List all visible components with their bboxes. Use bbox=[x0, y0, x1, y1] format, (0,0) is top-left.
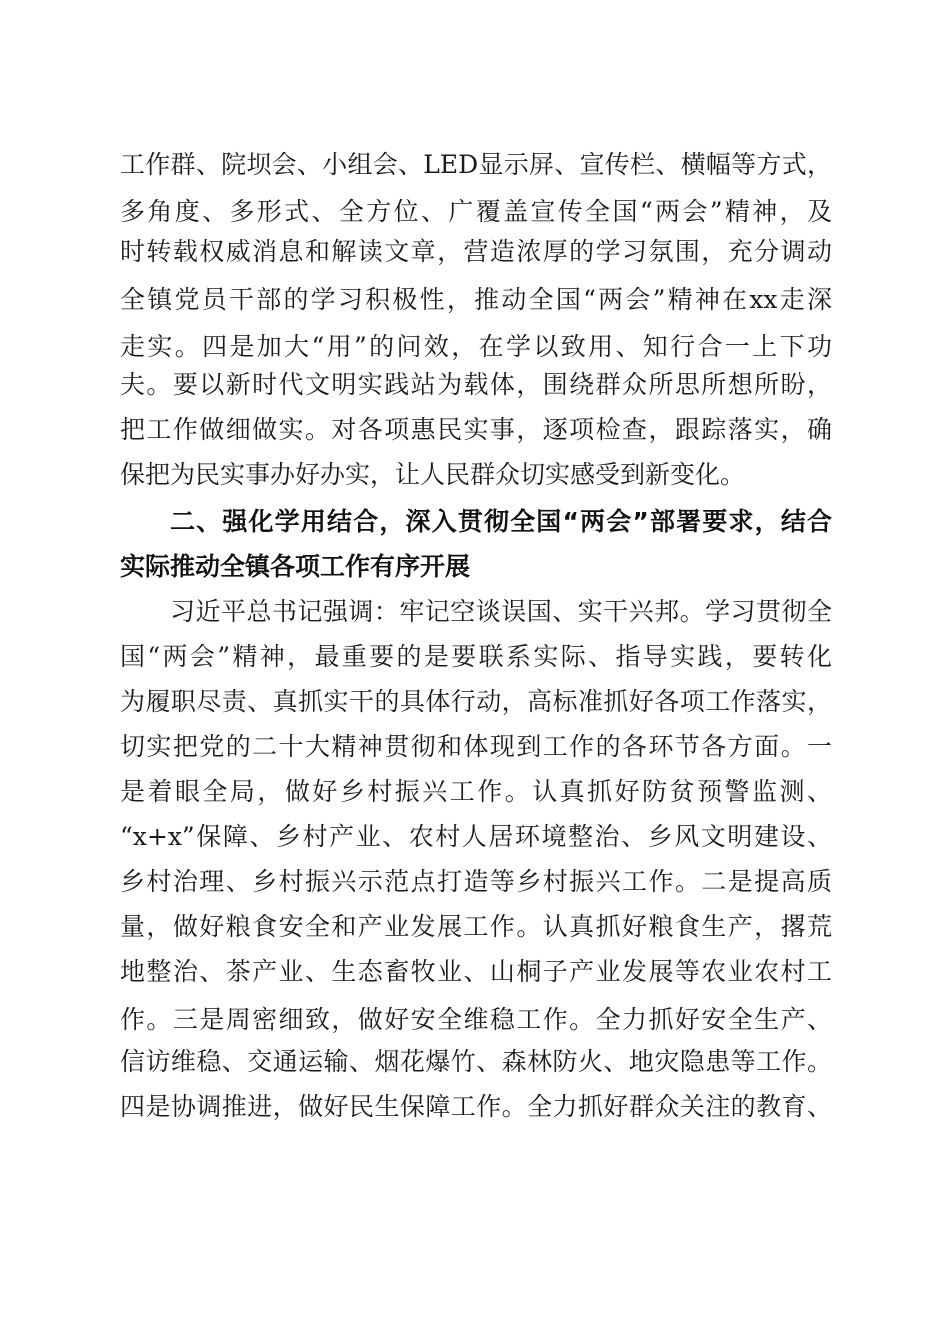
text-line: 保把为民实事办好办实，让人民群众切实感受到新变化。 bbox=[120, 460, 746, 489]
text-line: 切实把党的二十大精神贯彻和体现到工作的各环节各方面。一 bbox=[120, 732, 832, 761]
text-line: 地整治、茶产业、生态畜牧业、山桐子产业发展等农业农村工 bbox=[120, 957, 832, 986]
text-line: 多角度、多形式、全方位、广覆盖宣传全国“两会”精神，及 bbox=[120, 197, 832, 226]
text-line: 全镇党员干部的学习积极性，推动全国“两会”精神在xx走深 bbox=[120, 285, 832, 314]
text-line: 工作群、院坝会、小组会、LED显示屏、宣传栏、横幅等方式， bbox=[120, 150, 832, 179]
text-line: 是着眼全局，做好乡村振兴工作。认真抓好防贫预警监测、 bbox=[120, 777, 832, 806]
text-line: 乡村治理、乡村振兴示范点打造等乡村振兴工作。二是提高质 bbox=[120, 867, 832, 896]
text-line: “x+x”保障、乡村产业、农村人居环境整治、乡风文明建设、 bbox=[120, 822, 832, 851]
text-line: 国“两会”精神，最重要的是要联系实际、指导实践，要转化 bbox=[120, 642, 832, 671]
section-heading-line: 实际推动全镇各项工作有序开展 bbox=[120, 552, 471, 581]
text-line: 量，做好粮食安全和产业发展工作。认真抓好粮食生产，撂荒 bbox=[120, 912, 832, 941]
text-line: 信访维稳、交通运输、烟花爆竹、森林防火、地灾隐患等工作。 bbox=[120, 1047, 832, 1076]
text-line: 走实。四是加大“用”的问效，在学以致用、知行合一上下功 bbox=[120, 332, 832, 361]
text-line: 把工作做细做实。对各项惠民实事，逐项检查，跟踪落实，确 bbox=[120, 415, 832, 444]
text-line: 为履职尽责、真抓实干的具体行动，高标准抓好各项工作落实， bbox=[120, 687, 832, 716]
text-line: 夫。要以新时代文明实践站为载体，围绕群众所思所想所盼， bbox=[120, 370, 832, 399]
section-heading-line: 二、强化学用结合，深入贯彻全国“两会”部署要求，结合 bbox=[170, 507, 832, 536]
text-line: 习近平总书记强调：牢记空谈误国、实干兴邦。学习贯彻全 bbox=[170, 597, 832, 626]
text-line: 四是协调推进，做好民生保障工作。全力抓好群众关注的教育、 bbox=[120, 1092, 832, 1121]
text-line: 作。三是周密细致，做好安全维稳工作。全力抓好安全生产、 bbox=[120, 1005, 832, 1034]
text-line: 时转载权威消息和解读文章，营造浓厚的学习氛围，充分调动 bbox=[120, 237, 832, 266]
